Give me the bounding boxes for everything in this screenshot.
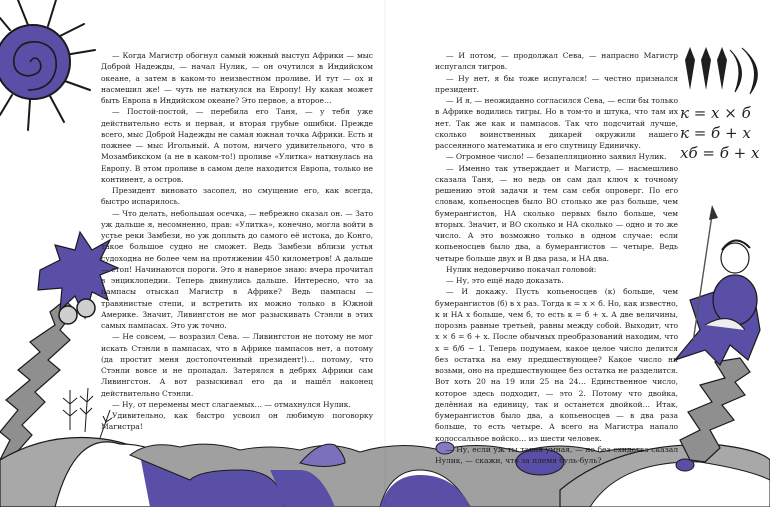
page-gutter: [384, 0, 386, 507]
paragraph: — Огромное число! — безапелляционно заявил Нулик.: [446, 152, 667, 162]
paragraph: — Ну, это ещё надо доказать.: [446, 276, 564, 285]
paragraph: — Постой-постой, — перебила его Таня, — у тебя уже действительно есть и первая, и вторая грубые ошибки. Прежде всего, мыс Доброй Надежды не самая южная точка Африки. Есть и пожнее — мыс Игольный. А потом, ничего удивительного, что в Мозамбикском (а не в каком-то!) проливе «Улитка» наткнулась на Европу. В этом проливе в самом деле находится Европа, только не континент, а остров.: [101, 107, 373, 184]
paragraph: — Ну, если уж ты такая умная, — не без ехидства сказал Нулик, — скажи, что за племя буль-буль?: [435, 444, 678, 465]
paragraph: — Что делать, небольшая осечка, — небрежно сказал он. — Зато уж дальше я, несомненно, прав: «Улитка», конечно, могла войти в устье реки Замбези, но уж доплыть до самого её истока, до Конго, такое большое судно не сможет. Ведь Замбези вблизи устья судоходна не более чем на протяжении 450 километров! А дальше — стоп! Начинаются пороги. Это я наверное знаю: вчера прочитал в энциклопедии. Теперь двинулись дальше. Интересно, что за пампасы отыскал Магистр в Африке? Ведь пампасы — травянистые степи, и встретить их можно только в Южной Америке. Значит, Ливингстон не мог разыскивать Стэнли в этих самых пампасах. Это уж точно.: [101, 208, 373, 330]
right-palm-character-illustration: [675, 205, 760, 462]
paragraph: Удивительно, как быстро усвоил он любимую поговорку Магистра!: [101, 411, 373, 432]
weapons-illustration: [685, 47, 757, 94]
paragraph: — Именно так утверждает и Магистр, — насмешливо сказала Таня, — но ведь он сам дал ключ к точному решению этой задачи и тем сам себя опроверг. По его словам, копьеносцев было ВО столько же раз больше, чем бумерангистов, НА сколько первых было больше, чем вторых. Значит, и ВО сколько и НА сколько — одно и то же число. А это возможно только в одном случае: если копьеносцев было два, а бумерангистов — четыре. Ведь четыре больше двух и В два раза, и НА два.: [435, 163, 678, 263]
formula-2: к = б + x: [680, 124, 751, 142]
paragraph: — И я, — неожиданно согласился Сева, — если бы только в Африке водились тигры. Но в том-то и штука, что там их нет. Так же как и пампасов. Так что подсчитай лучше, сколько воинственных дикарей окружили нашего рассеянного математика и его спутницу Единичку.: [435, 96, 678, 150]
paragraph: — Ну нет, я бы тоже испугался! — честно признался президент.: [435, 73, 678, 94]
paragraph: — Когда Магистр обогнул самый южный выступ Африки — мыс Доброй Надежды, — начал Нулик, — он очутился в Индийском океане, а затем в каком-то неизвестном проливе. И тут — ох и насмешил же! — чуть не наткнулся на Европу! Ну какая может быть Европа в Индийском океане? Это первое, а второе…: [101, 51, 373, 105]
paragraph: — Ну, от перемены мест слагаемых… — отмахнулся Нулик.: [112, 399, 351, 409]
paragraph: Президент виновато засопел, но смущение его, как всегда, быстро испарилось.: [101, 186, 373, 207]
paragraph: — И докажу. Пусть копьеносцев (к) больше, чем бумерангистов (б) в x раз. Тогда к = x × б. Но, как известно, к и НА x больше, чем б, то есть к = б + x. А две величины, порознь равные третьей, равны между собой. Выходит, что x × б = б + x. После обычных преобразований находим, что x = б/б − 1. Теперь подумаем, какое целое число делится без остатка на ему предшествующее? Какое число ни возьми, оно на предшествующее без остатка не разделится. Вот хоть 20 на 19 или 25 на 24… Единственное число, которое здесь подходит, — это 2. Потому что двойка, делённая на единицу, так и останется двойкой… Итак, бумерангистов было два, а копьеносцев — в два раза больше, то есть четыре. А всего на Магистра напало колоссальное войско… из шести человек.: [435, 287, 678, 443]
paragraph: — И потом, — продолжал Сева, — напрасно Магистр испугался тигров.: [435, 51, 678, 72]
paragraph: Нулик недоверчиво покачал головой:: [446, 264, 597, 274]
formula-1: к = x × б: [680, 104, 751, 122]
left-page-text: [101, 50, 373, 433]
right-page-text: [435, 50, 678, 466]
formula-3: xб = б + x: [680, 144, 760, 162]
sun-illustration: [0, 0, 95, 130]
paragraph: — Не совсем, — возразил Сева. — Ливингстон не потому не мог искать Стэнли в пампасах, что в Африке пампасов нет, а потому (да простит меня достопочтенный президент!)… потому, что Стэнли вовсе и не пропадал. Затерялся в дебрях Африки сам Ливингстон. А вот разыскивал его да и нашёл наконец действительно Стэнли.: [101, 332, 373, 398]
